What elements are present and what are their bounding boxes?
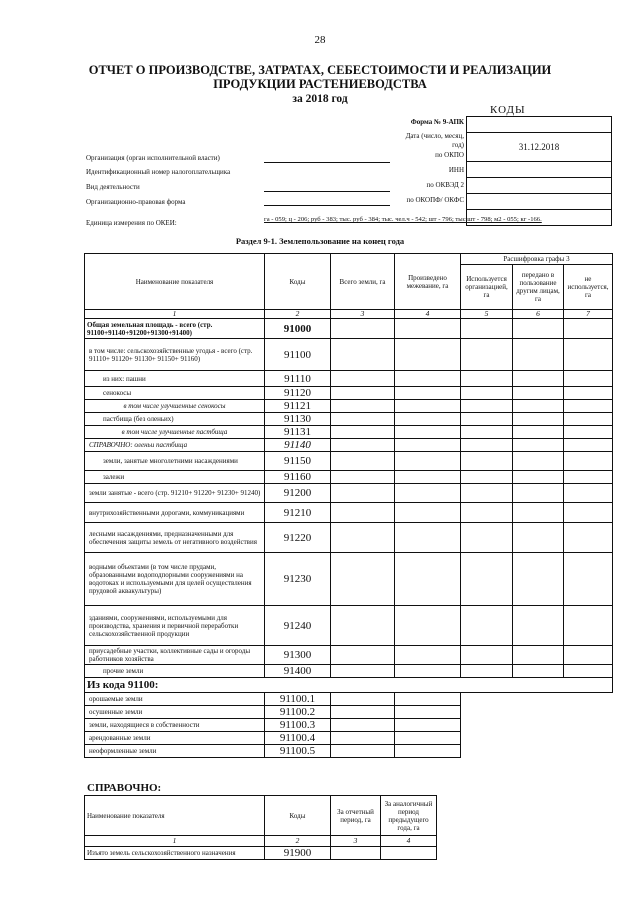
codes-box bbox=[466, 116, 612, 226]
table-row bbox=[85, 319, 613, 339]
table-row bbox=[85, 484, 613, 503]
value-cell[interactable] bbox=[395, 484, 461, 503]
row-code: 91100.2 bbox=[265, 706, 331, 719]
col-header-name: Наименование показателя bbox=[85, 254, 265, 310]
col-header-transferred: передано в пользование другим лицам, га bbox=[513, 265, 564, 310]
value-cell[interactable] bbox=[331, 400, 395, 413]
row-label: сенокосы bbox=[85, 387, 265, 400]
value-cell[interactable] bbox=[513, 523, 564, 553]
value-cell[interactable] bbox=[564, 484, 613, 503]
row-code: 91121 bbox=[265, 400, 331, 413]
value-cell[interactable] bbox=[564, 503, 613, 523]
col-header-breakdown: Расшифровка графы 3 bbox=[461, 254, 613, 265]
value-cell[interactable] bbox=[461, 523, 513, 553]
value-cell[interactable] bbox=[395, 387, 461, 400]
date-value: 31.12.2018 bbox=[467, 133, 611, 162]
table-row bbox=[85, 426, 613, 439]
value-cell[interactable] bbox=[564, 471, 613, 484]
form-code-cell bbox=[467, 117, 611, 133]
reference-title: СПРАВОЧНО: bbox=[87, 782, 162, 794]
row-code: 91200 bbox=[265, 484, 331, 503]
row-code: 91100.1 bbox=[265, 693, 331, 706]
value-cell[interactable] bbox=[331, 484, 395, 503]
row-code: 91210 bbox=[265, 503, 331, 523]
value-cell[interactable] bbox=[513, 413, 564, 426]
report-title: ОТЧЕТ О ПРОИЗВОДСТВЕ, ЗАТРАТАХ, СЕБЕСТОИМОСТИ И РЕАЛИЗАЦИИ bbox=[88, 63, 552, 77]
row-code: 91120 bbox=[265, 387, 331, 400]
table-row bbox=[85, 523, 613, 553]
row-label: залежи bbox=[85, 471, 265, 484]
value-cell[interactable] bbox=[461, 665, 513, 678]
value-cell[interactable] bbox=[564, 413, 613, 426]
value-cell[interactable] bbox=[331, 452, 395, 471]
value-cell[interactable] bbox=[564, 371, 613, 387]
value-cell[interactable] bbox=[331, 387, 395, 400]
col-header-produced: Произведено межевание, га bbox=[395, 254, 461, 310]
value-cell[interactable] bbox=[461, 413, 513, 426]
value-cell[interactable] bbox=[461, 646, 513, 665]
row-code: 91150 bbox=[265, 452, 331, 471]
col-header-code: Коды bbox=[265, 254, 331, 310]
value-cell[interactable] bbox=[564, 646, 613, 665]
row-code: 91230 bbox=[265, 553, 331, 606]
table-row bbox=[85, 719, 613, 732]
row-label: внутрихозяйственными дорогами, коммуникациями bbox=[85, 503, 265, 523]
value-cell[interactable] bbox=[461, 387, 513, 400]
value-cell[interactable] bbox=[564, 439, 613, 452]
table-row bbox=[85, 471, 613, 484]
row-code: 91130 bbox=[265, 413, 331, 426]
value-cell[interactable] bbox=[331, 523, 395, 553]
land-use-table bbox=[84, 253, 613, 758]
row-label: прочие земли bbox=[85, 665, 265, 678]
row-label: из них: пашни bbox=[85, 371, 265, 387]
row-label: земли, находящиеся в собственности bbox=[85, 719, 265, 732]
legal-form-label: Организационно-правовая форма bbox=[86, 198, 186, 206]
ref-idx-3: 3 bbox=[331, 836, 381, 847]
value-cell[interactable] bbox=[331, 665, 395, 678]
row-code: 91300 bbox=[265, 646, 331, 665]
value-cell[interactable] bbox=[564, 339, 613, 371]
col-header-used: Используется организацией, га bbox=[461, 265, 513, 310]
value-cell[interactable] bbox=[395, 523, 461, 553]
value-cell[interactable] bbox=[564, 452, 613, 471]
value-cell[interactable] bbox=[461, 503, 513, 523]
section-title: Раздел 9-1. Землепользование на конец года bbox=[235, 236, 405, 246]
row-label: неоформленные земли bbox=[85, 745, 265, 758]
value-cell[interactable] bbox=[395, 339, 461, 371]
value-cell[interactable] bbox=[395, 646, 461, 665]
value-cell[interactable] bbox=[331, 426, 395, 439]
col-index-7: 7 bbox=[564, 310, 613, 319]
reference-table bbox=[84, 795, 437, 860]
value-cell[interactable] bbox=[564, 553, 613, 606]
value-cell[interactable] bbox=[564, 606, 613, 646]
row-code: 91100 bbox=[265, 339, 331, 371]
value-cell[interactable] bbox=[513, 553, 564, 606]
value-cell[interactable] bbox=[331, 371, 395, 387]
inn-label: ИНН bbox=[448, 166, 464, 174]
table-row bbox=[85, 452, 613, 471]
row-label: земли, занятые многолетними насаждениями bbox=[85, 452, 265, 471]
row-code: 91000 bbox=[265, 319, 331, 339]
value-cell[interactable] bbox=[395, 413, 461, 426]
ref-col-period: За отчетный период, га bbox=[331, 796, 381, 836]
col-header-total: Всего земли, га bbox=[331, 254, 395, 310]
value-cell[interactable] bbox=[461, 606, 513, 646]
inn-field[interactable] bbox=[467, 178, 611, 194]
activity-input-line[interactable] bbox=[264, 191, 390, 192]
page-number: 28 bbox=[314, 34, 326, 46]
value-cell[interactable] bbox=[513, 484, 564, 503]
okpo-field[interactable] bbox=[467, 162, 611, 178]
table-row bbox=[85, 606, 613, 646]
value-cell[interactable] bbox=[461, 339, 513, 371]
table-row bbox=[85, 439, 613, 452]
value-cell[interactable] bbox=[513, 471, 564, 484]
table-row bbox=[85, 339, 613, 371]
row-code: 91220 bbox=[265, 523, 331, 553]
table-row bbox=[85, 387, 613, 400]
value-cell[interactable] bbox=[461, 484, 513, 503]
okved-label: по ОКВЭД 2 bbox=[426, 181, 464, 189]
ref-value-period[interactable] bbox=[331, 847, 381, 860]
value-cell[interactable] bbox=[395, 503, 461, 523]
col-header-unused: не используется, га bbox=[564, 265, 613, 310]
row-code: 91131 bbox=[265, 426, 331, 439]
row-label: пастбища (без оленьих) bbox=[85, 413, 265, 426]
value-cell[interactable] bbox=[395, 606, 461, 646]
empty-area bbox=[461, 719, 613, 732]
table-row bbox=[85, 732, 613, 745]
value-cell[interactable] bbox=[513, 452, 564, 471]
value-cell[interactable] bbox=[395, 426, 461, 439]
empty-area bbox=[461, 745, 613, 758]
value-cell[interactable] bbox=[513, 426, 564, 439]
row-label: в том числе улучшенные сенокосы bbox=[85, 400, 265, 413]
report-year: за 2018 год bbox=[292, 93, 348, 105]
row-code: 91110 bbox=[265, 371, 331, 387]
value-cell[interactable] bbox=[461, 471, 513, 484]
ref-row-label: Изъято земель сельскохозяйственного назначения bbox=[85, 847, 265, 860]
row-code: 91400 bbox=[265, 665, 331, 678]
value-cell[interactable] bbox=[331, 732, 395, 745]
col-index-5: 5 bbox=[461, 310, 513, 319]
value-cell[interactable] bbox=[331, 413, 395, 426]
table-row bbox=[85, 693, 613, 706]
row-label: орошаемые земли bbox=[85, 693, 265, 706]
value-cell[interactable] bbox=[331, 646, 395, 665]
value-cell[interactable] bbox=[395, 371, 461, 387]
ref-col-name: Наименование показателя bbox=[85, 796, 265, 836]
empty-area bbox=[461, 732, 613, 745]
value-cell[interactable] bbox=[395, 719, 461, 732]
okpo-label: по ОКПО bbox=[435, 151, 464, 159]
value-cell[interactable] bbox=[564, 523, 613, 553]
ref-row-code: 91900 bbox=[265, 847, 331, 860]
form-label: Форма № 9-АПК bbox=[410, 118, 464, 126]
value-cell[interactable] bbox=[331, 706, 395, 719]
value-cell[interactable] bbox=[513, 439, 564, 452]
value-cell[interactable] bbox=[564, 426, 613, 439]
value-cell[interactable] bbox=[461, 426, 513, 439]
value-cell[interactable] bbox=[395, 693, 461, 706]
value-cell[interactable] bbox=[461, 400, 513, 413]
col-index-6: 6 bbox=[513, 310, 564, 319]
table-row bbox=[85, 371, 613, 387]
table-row bbox=[85, 706, 613, 719]
value-cell[interactable] bbox=[513, 319, 564, 339]
org-input-line[interactable] bbox=[264, 162, 390, 163]
value-cell[interactable] bbox=[461, 371, 513, 387]
from-code-header: Из кода 91100: bbox=[85, 678, 613, 693]
value-cell[interactable] bbox=[331, 745, 395, 758]
value-cell[interactable] bbox=[564, 319, 613, 339]
value-cell[interactable] bbox=[331, 439, 395, 452]
value-cell[interactable] bbox=[331, 606, 395, 646]
row-code: 91100.5 bbox=[265, 745, 331, 758]
col-index-3: 3 bbox=[331, 310, 395, 319]
table-row bbox=[85, 553, 613, 606]
value-cell[interactable] bbox=[331, 471, 395, 484]
row-code: 91240 bbox=[265, 606, 331, 646]
table-row bbox=[85, 665, 613, 678]
codes-header: КОДЫ bbox=[490, 104, 526, 116]
ref-col-code: Коды bbox=[265, 796, 331, 836]
row-label: лесными насаждениями, предназначенными для обеспечения защиты земель от негативного воздействия bbox=[85, 523, 265, 553]
value-cell[interactable] bbox=[395, 745, 461, 758]
value-cell[interactable] bbox=[461, 439, 513, 452]
value-cell[interactable] bbox=[513, 646, 564, 665]
value-cell[interactable] bbox=[461, 553, 513, 606]
activity-label: Вид деятельности bbox=[86, 183, 140, 191]
row-code: 91100.4 bbox=[265, 732, 331, 745]
empty-area bbox=[461, 693, 613, 706]
col-index-4: 4 bbox=[395, 310, 461, 319]
taxid-label: Идентификационный номер налогоплательщика bbox=[86, 168, 231, 176]
value-cell[interactable] bbox=[564, 400, 613, 413]
value-cell[interactable] bbox=[395, 553, 461, 606]
value-cell[interactable] bbox=[564, 665, 613, 678]
legal-form-input-line[interactable] bbox=[264, 205, 390, 206]
table-row bbox=[85, 646, 613, 665]
row-label: приусадебные участки, коллективные сады и огороды работников хозяйства bbox=[85, 646, 265, 665]
value-cell[interactable] bbox=[395, 665, 461, 678]
okopf-label: по ОКОПФ/ ОКФС bbox=[406, 196, 464, 204]
value-cell[interactable] bbox=[395, 732, 461, 745]
okei-label: Единица измерения по ОКЕИ: bbox=[86, 219, 177, 227]
value-cell[interactable] bbox=[395, 319, 461, 339]
row-label: водными объектами (в том числе прудами, образованными водоподпорными сооружениями на водотоках и используемыми для целей осуществления прудовой аквакультуры) bbox=[85, 553, 265, 606]
value-cell[interactable] bbox=[513, 371, 564, 387]
row-code: 91140 bbox=[265, 439, 331, 452]
value-cell[interactable] bbox=[395, 706, 461, 719]
value-cell[interactable] bbox=[395, 471, 461, 484]
table-row bbox=[85, 413, 613, 426]
ref-value-prev[interactable] bbox=[381, 847, 437, 860]
row-label: Общая земельная площадь - всего (стр. 91100+91140+91200+91300+91400) bbox=[85, 319, 265, 339]
value-cell[interactable] bbox=[331, 693, 395, 706]
row-label: СПРАВОЧНО: оленьи пастбища bbox=[85, 439, 265, 452]
row-code: 91160 bbox=[265, 471, 331, 484]
value-cell[interactable] bbox=[331, 719, 395, 732]
table-row bbox=[85, 503, 613, 523]
value-cell[interactable] bbox=[331, 339, 395, 371]
value-cell[interactable] bbox=[564, 387, 613, 400]
value-cell[interactable] bbox=[395, 452, 461, 471]
value-cell[interactable] bbox=[331, 503, 395, 523]
value-cell[interactable] bbox=[513, 503, 564, 523]
value-cell[interactable] bbox=[461, 319, 513, 339]
value-cell[interactable] bbox=[513, 665, 564, 678]
ref-idx-1: 1 bbox=[85, 836, 265, 847]
value-cell[interactable] bbox=[513, 339, 564, 371]
value-cell[interactable] bbox=[513, 387, 564, 400]
row-label: земли занятые - всего (стр. 91210+ 91220+ 91230+ 91240) bbox=[85, 484, 265, 503]
empty-area bbox=[461, 706, 613, 719]
value-cell[interactable] bbox=[331, 319, 395, 339]
row-label: в том числе улучшенные пастбища bbox=[85, 426, 265, 439]
report-subtitle: ПРОДУКЦИИ РАСТЕНИЕВОДСТВА bbox=[213, 77, 427, 91]
ref-idx-4: 4 bbox=[381, 836, 437, 847]
value-cell[interactable] bbox=[461, 452, 513, 471]
ref-col-prev: За аналогичный период предыдущего года, га bbox=[381, 796, 437, 836]
row-label: в том числе: сельскохозяйственные угодья - всего (стр. 91110+ 91120+ 91130+ 91150+ 91160) bbox=[85, 339, 265, 371]
value-cell[interactable] bbox=[395, 400, 461, 413]
ref-idx-2: 2 bbox=[265, 836, 331, 847]
org-label: Организация (орган исполнительной власти) bbox=[86, 154, 220, 162]
row-label: зданиями, сооружениями, используемыми для производства, хранения и первичной переработки сельскохозяйственной продукции bbox=[85, 606, 265, 646]
col-index-2: 2 bbox=[265, 310, 331, 319]
date-label: Дата (число, месяц, год) bbox=[405, 132, 464, 149]
row-label: арендованные земли bbox=[85, 732, 265, 745]
value-cell[interactable] bbox=[513, 606, 564, 646]
row-code: 91100.3 bbox=[265, 719, 331, 732]
value-cell[interactable] bbox=[395, 439, 461, 452]
okei-value: га - 059; ц - 206; руб - 383; тыс. руб - 384; тыс. чел.ч - 542; шт - 796; тыс.шт - 798; м2 - 055; кг -166. bbox=[264, 216, 542, 223]
col-index-1: 1 bbox=[85, 310, 265, 319]
okved-field[interactable] bbox=[467, 194, 611, 210]
value-cell[interactable] bbox=[331, 553, 395, 606]
table-row bbox=[85, 745, 613, 758]
value-cell[interactable] bbox=[513, 400, 564, 413]
table-row bbox=[85, 400, 613, 413]
row-label: осушенные земли bbox=[85, 706, 265, 719]
